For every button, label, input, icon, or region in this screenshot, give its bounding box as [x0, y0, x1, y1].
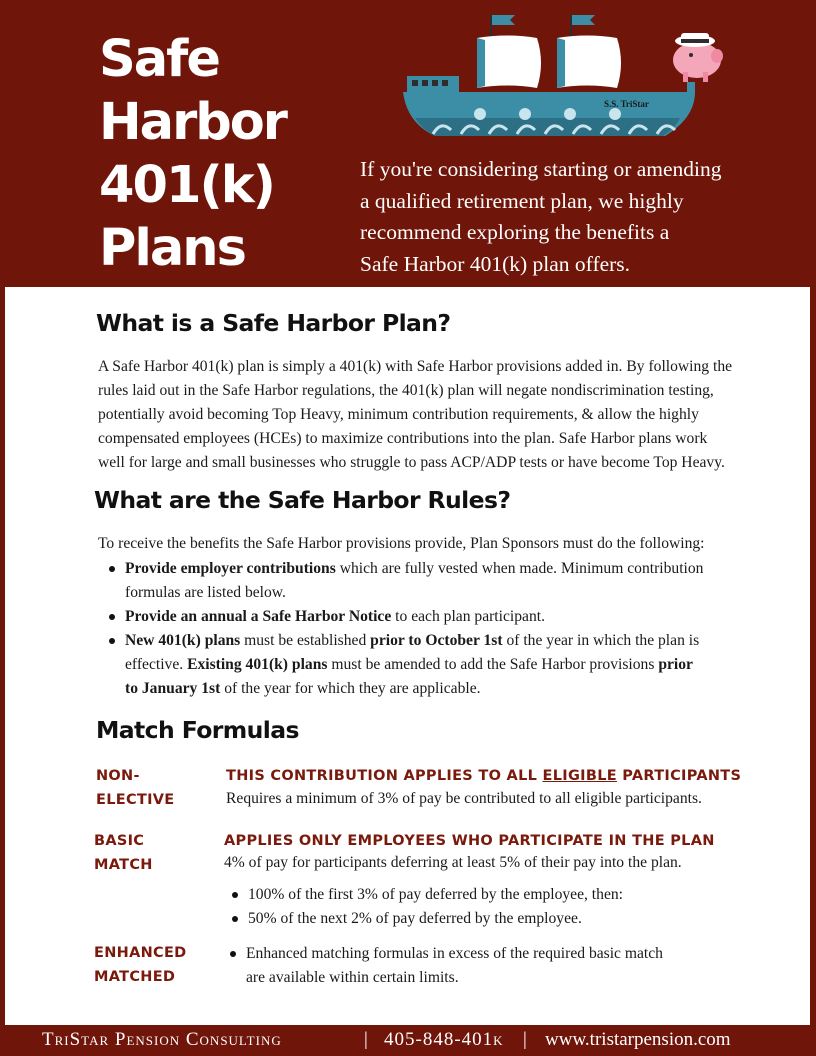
page-title-line-4: Plans — [99, 219, 245, 278]
paragraph-line: compensated employees (HCEs) to maximize contributions into the plan. Safe Harbor plans work — [98, 430, 708, 447]
ship-illustration — [395, 8, 725, 148]
footer-company: TriStar Pension Consulting — [42, 1029, 282, 1050]
intro-line: If you're considering starting or amending — [360, 157, 722, 181]
text: must be established — [240, 632, 371, 649]
header-banner — [0, 0, 816, 287]
footer-separator: | — [364, 1029, 368, 1050]
intro-text — [360, 154, 790, 280]
list-item — [105, 605, 785, 629]
paragraph-line: rules laid out in the Safe Harbor regulations, the 401(k) plan will negate nondiscrimination testing, — [98, 382, 714, 399]
bullet-icon — [232, 916, 238, 922]
non-elective-text: Requires a minimum of 3% of pay be contributed to all eligible participants. — [226, 790, 702, 807]
list-item — [105, 629, 785, 701]
section-heading-rules: What are the Safe Harbor Rules? — [94, 486, 511, 514]
page-title-line-2: Harbor — [99, 93, 286, 152]
text: ELIGIBLE — [542, 768, 617, 784]
bold-text: to January 1st — [125, 680, 221, 697]
footer-separator: | — [523, 1029, 527, 1050]
label-enhanced-matched — [94, 941, 187, 989]
bold-text: Provide an annual a Safe Harbor Notice — [125, 608, 392, 625]
piggy-bank-icon — [673, 33, 723, 82]
label-line: ELECTIVE — [96, 792, 175, 808]
label-basic-match — [94, 829, 153, 877]
label-line: MATCHED — [94, 969, 176, 985]
flag-icon — [492, 15, 515, 25]
basic-match-text: 4% of pay for participants deferring at least 5% of their pay into the plan. — [224, 854, 682, 871]
text: of the year in which the plan is — [502, 632, 700, 649]
rules-intro: To receive the benefits the Safe Harbor provisions provide, Plan Sponsors must do the following: — [98, 535, 705, 552]
text: effective. — [125, 656, 188, 673]
intro-line: Safe Harbor 401(k) plan offers. — [360, 251, 631, 276]
text: 50% of the next 2% of pay deferred by the employee. — [248, 910, 582, 927]
list-item — [105, 557, 785, 605]
label-line: MATCH — [94, 857, 153, 873]
rules-list — [105, 557, 785, 701]
bold-text: prior — [658, 656, 693, 673]
bullet-icon — [109, 566, 115, 572]
content-panel — [5, 287, 810, 1025]
list-item — [228, 883, 788, 907]
label-non-elective — [96, 764, 175, 812]
text: 100% of the first 3% of pay deferred by the employee, then: — [248, 886, 623, 903]
intro-line: a qualified retirement plan, we highly — [360, 188, 684, 213]
text: PARTICIPANTS — [616, 768, 742, 784]
footer-phone[interactable]: 405-848-401k — [384, 1029, 504, 1050]
section1-paragraph — [98, 355, 732, 475]
footer-bar — [0, 1025, 816, 1056]
paragraph-line: potentially avoid becoming Top Heavy, minimum contribution requirements, & allow the highly — [98, 406, 699, 423]
text: to each plan participant. — [391, 608, 545, 625]
intro-line: recommend exploring the benefits a — [360, 220, 670, 244]
page-title-line-1: Safe — [99, 30, 219, 89]
footer-website-link[interactable]: www.tristarpension.com — [545, 1029, 731, 1050]
non-elective-heading — [226, 768, 741, 784]
bold-text: prior to October 1st — [370, 632, 503, 649]
bullet-icon — [109, 614, 115, 620]
bold-text: Existing 401(k) plans — [187, 656, 328, 673]
text: which are fully vested when made. Minimum contribution — [335, 560, 704, 577]
text: are available within certain limits. — [246, 969, 459, 986]
label-line: NON- — [96, 768, 140, 784]
page-title-line-3: 401(k) — [99, 156, 274, 215]
basic-match-list — [228, 883, 788, 931]
text: must be amended to add the Safe Harbor provisions — [327, 656, 659, 673]
text: of the year for which they are applicable. — [220, 680, 481, 697]
bullet-icon — [232, 892, 238, 898]
list-item — [228, 907, 788, 931]
section-heading-what-is: What is a Safe Harbor Plan? — [96, 309, 451, 337]
text: Enhanced matching formulas in excess of the required basic match — [246, 945, 663, 962]
paragraph-line: well for large and small businesses who struggle to pass ACP/ADP tests or have become Top Heavy. — [98, 454, 725, 471]
paragraph-line: A Safe Harbor 401(k) plan is simply a 401(k) with Safe Harbor provisions added in. By following the — [98, 358, 733, 375]
bullet-icon — [109, 638, 115, 644]
label-line: ENHANCED — [94, 945, 187, 961]
bold-text: Provide employer contributions — [125, 560, 336, 577]
bullet-icon — [230, 951, 236, 957]
text: formulas are listed below. — [125, 584, 286, 601]
label-line: BASIC — [94, 833, 145, 849]
enhanced-list — [226, 942, 786, 990]
text: THIS CONTRIBUTION APPLIES TO ALL — [226, 768, 543, 784]
section-heading-match-formulas: Match Formulas — [96, 716, 299, 744]
ship-name-label: S.S. TriStar — [604, 99, 649, 109]
basic-match-heading: APPLIES ONLY EMPLOYEES WHO PARTICIPATE IN THE PLAN — [224, 833, 715, 849]
bold-text: New 401(k) plans — [125, 632, 241, 649]
list-item — [226, 942, 786, 990]
